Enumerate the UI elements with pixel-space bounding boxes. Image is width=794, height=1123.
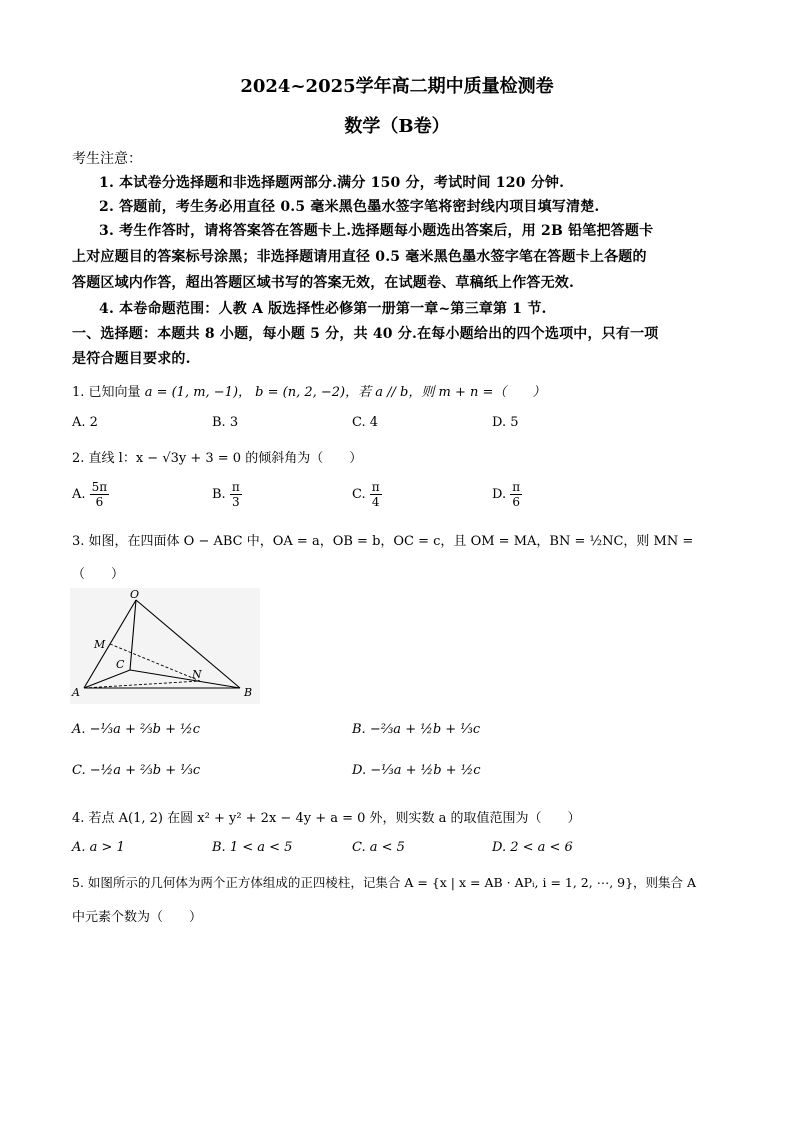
q4-option-d: D. 2 < a < 6 [492, 840, 573, 855]
q1-stem-a: 1. 已知向量 [72, 385, 141, 400]
q1-stem-c: b = (n, 2, −2)，若 [255, 385, 372, 400]
label-a: A [72, 686, 80, 699]
section-heading-line2: 是符合题目要求的. [72, 351, 191, 367]
label-n: N [192, 668, 202, 681]
notice-item-1: 1. 本试卷分选择题和非选择题两部分.满分 150 分，考试时间 120 分钟. [99, 175, 565, 191]
q2-option-a-fraction: $\frac{5\pi}{6}$ [91, 480, 108, 509]
notice-item-3-cont-2: 答题区域内作答，超出答题区域书写的答案无效，在试题卷、草稿纸上作答无效. [72, 275, 575, 291]
q1-option-a: A. 2 [72, 415, 98, 430]
q1-stem-b: a = (1, m, −1)， [144, 385, 252, 400]
question-5-stem-line1: 5. 如图所示的几何体为两个正方体组成的正四棱柱，记集合 A = {x | x = AB · APᵢ, i = 1, 2, ⋯, 9}，则集合 A [72, 875, 697, 890]
q2-option-a: A. $\frac{5\pi}{6}$ [72, 480, 108, 509]
label-o: O [130, 588, 140, 601]
notice-item-3: 3. 考生作答时，请将答案答在答题卡上.选择题每小题选出答案后，用 2B 铅笔把答题卡 [99, 223, 654, 239]
question-1-stem [72, 381, 545, 400]
question-4-stem: 4. 若点 A(1, 2) 在圆 x² + y² + 2x − 4y + a = 0 外，则实数 a 的取值范围为（ ） [72, 811, 581, 826]
notice-item-3-cont-1: 上对应题目的答案标号涂黑；非选择题请用直径 0.5 毫米黑色墨水签字笔在答题卡上各题的 [72, 249, 647, 265]
q2-option-d: D. $\frac{\pi}{6}$ [492, 480, 521, 509]
notice-heading: 考生注意： [72, 151, 142, 167]
question-5-stem-line2: 中元素个数为（ ） [72, 910, 203, 925]
q2-option-b-fraction: $\frac{\pi}{3}$ [231, 480, 240, 509]
q3-option-d: D. −⅓a + ½b + ½c [352, 763, 481, 778]
q3-option-a: A. −⅓a + ⅔b + ½c [72, 722, 201, 737]
label-b: B [244, 686, 253, 699]
q3-option-b: B. −⅔a + ½b + ⅓c [352, 722, 481, 737]
q1-option-d: D. 5 [492, 415, 519, 430]
q1-option-c: C. 4 [352, 415, 379, 430]
q1-option-b: B. 3 [212, 415, 239, 430]
q4-option-c: C. a < 5 [352, 840, 405, 855]
label-c: C [116, 658, 125, 671]
question-3-paren: （ ） [72, 567, 125, 582]
section-heading-line1: 一、选择题：本题共 8 小题，每小题 5 分，共 40 分.在每小题给出的四个选项中，只有一项 [72, 326, 659, 342]
tetrahedron-figure [70, 588, 260, 704]
question-2-stem: 2. 直线 l：x − √3y + 3 = 0 的倾斜角为（ ） [72, 451, 363, 466]
label-m: M [94, 638, 106, 651]
q4-option-a: A. a > 1 [72, 840, 125, 855]
q2-option-c-fraction: $\frac{\pi}{4}$ [371, 480, 380, 509]
notice-item-4: 4. 本卷命题范围：人教 A 版选择性必修第一册第一章~第三章第 1 节. [99, 301, 547, 317]
notice-item-2: 2. 答题前，考生务必用直径 0.5 毫米黑色墨水签字笔将密封线内项目填写清楚. [99, 199, 600, 215]
q4-option-b: B. 1 < a < 5 [212, 840, 293, 855]
q2-option-c: C. $\frac{\pi}{4}$ [352, 480, 380, 509]
q2-option-b: B. $\frac{\pi}{3}$ [212, 480, 240, 509]
q3-option-c: C. −½a + ⅔b + ⅓c [72, 763, 201, 778]
q2-option-d-fraction: $\frac{\pi}{6}$ [512, 480, 521, 509]
question-3-stem: 3. 如图，在四面体 O − ABC 中，OA = a，OB = b，OC = c，且 OM = MA，BN = ½NC，则 MN = [72, 534, 694, 549]
exam-subtitle: 数学（B卷） [344, 116, 450, 137]
q1-stem-d: a // b，则 m + n =（ ） [375, 385, 546, 400]
exam-title: 2024~2025学年高二期中质量检测卷 [240, 76, 554, 97]
